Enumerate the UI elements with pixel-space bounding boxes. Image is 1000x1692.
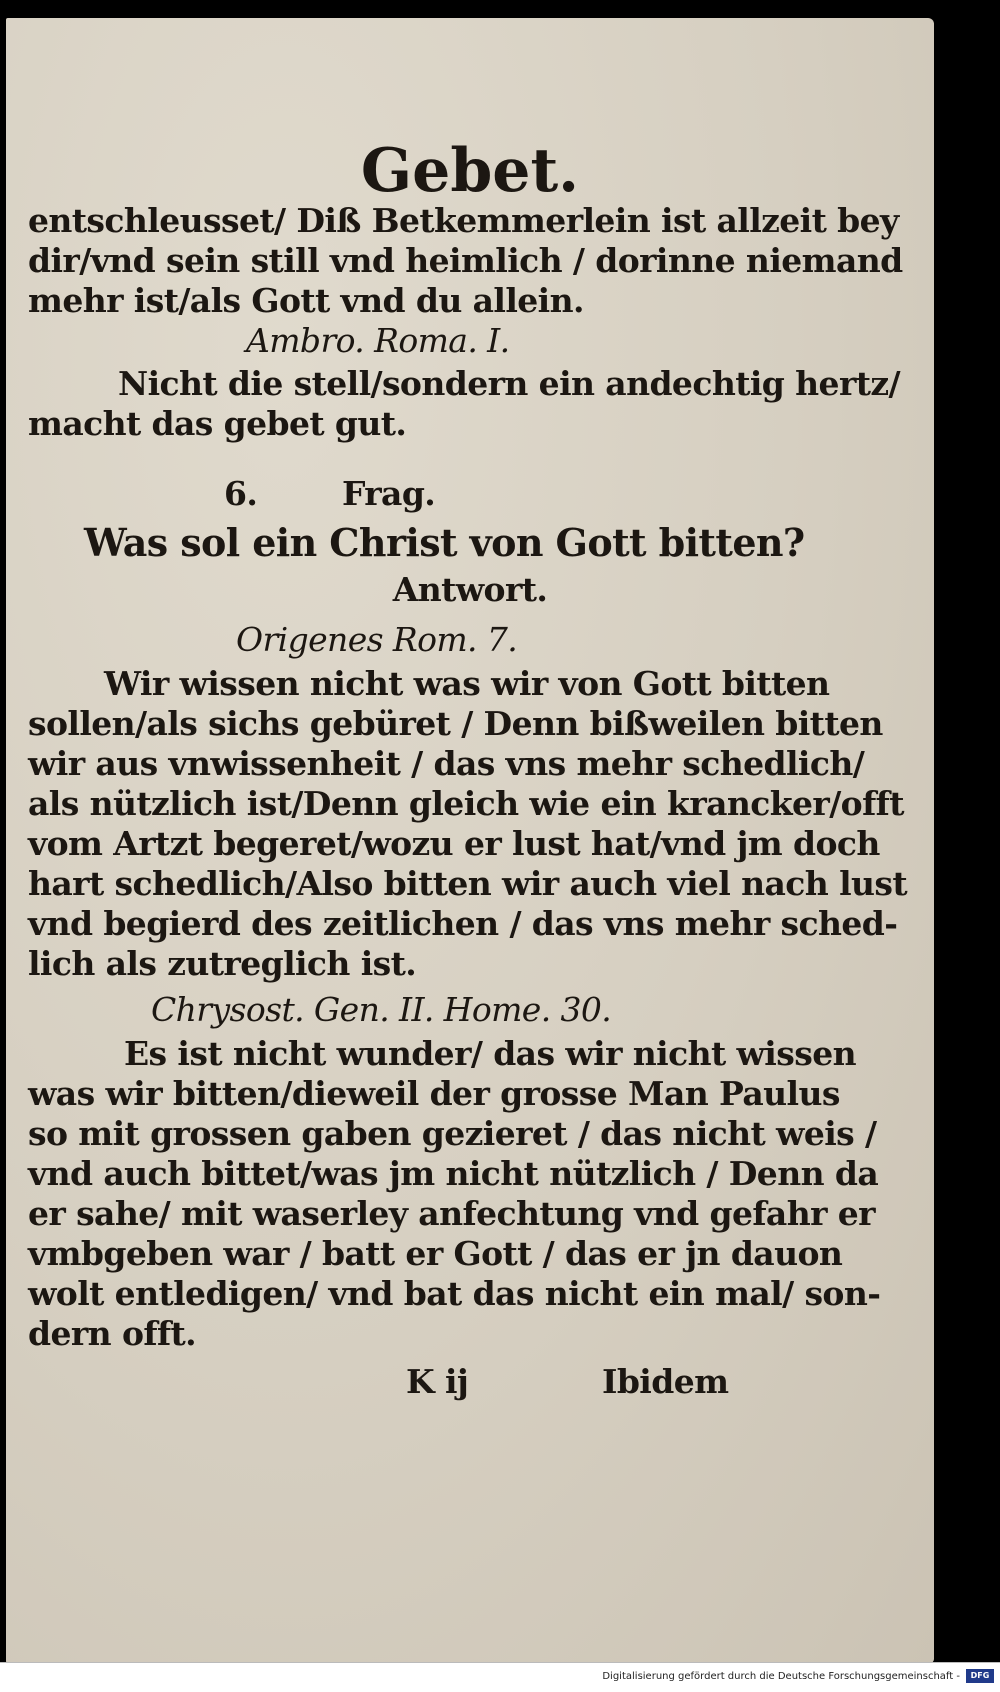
text-line: lich als zutreglich ist. <box>28 944 417 983</box>
question-number: 6. <box>224 474 258 513</box>
text-line: entschleusset/ Diß Betkemmerlein ist allzeit bey <box>28 201 899 240</box>
citation: Chrysost. Gen. II. Home. 30. <box>151 990 612 1029</box>
citation: Ambro. Roma. I. <box>246 321 510 360</box>
text-line: vnd auch bittet/was jm nicht nützlich / Denn da <box>28 1154 879 1193</box>
footer-bar <box>0 1662 1000 1692</box>
citation: Origenes Rom. 7. <box>236 620 518 659</box>
dfg-logo: DFG <box>966 1669 994 1683</box>
text-line: dir/vnd sein still vnd heimlich / dorinne niemand <box>28 241 903 280</box>
text-line: Wir wissen nicht was wir von Gott bitten <box>104 664 830 703</box>
text-line: er sahe/ mit waserley anfechtung vnd gefahr er <box>28 1194 875 1233</box>
text-line: mehr ist/als Gott vnd du allein. <box>28 281 584 320</box>
page-header-title: Gebet. <box>360 136 580 206</box>
text-line: vmbgeben war / batt er Gott / das er jn dauon <box>28 1234 843 1273</box>
text-line: Es ist nicht wunder/ das wir nicht wissen <box>124 1034 856 1073</box>
text-line: vom Artzt begeret/wozu er lust hat/vnd jm doch <box>28 824 880 863</box>
text-line: vnd begierd des zeitlichen / das vns mehr sched- <box>28 904 898 943</box>
question-heading: Was sol ein Christ von Gott bitten? <box>84 520 805 565</box>
text-line: wolt entledigen/ vnd bat das nicht ein mal/ son- <box>28 1274 881 1313</box>
text-line: als nützlich ist/Denn gleich wie ein krancker/offt <box>28 784 904 823</box>
question-label: Frag. <box>342 474 436 513</box>
footer-credit: Digitalisierung gefördert durch die Deutsche Forschungsgemeinschaft - <box>602 1671 960 1682</box>
text-line: Nicht die stell/sondern ein andechtig hertz/ <box>118 364 900 403</box>
answer-label: Antwort. <box>392 570 548 609</box>
text-line: dern offt. <box>28 1314 197 1353</box>
text-line: so mit grossen gaben gezieret / das nicht weis / <box>28 1114 877 1153</box>
text-line: was wir bitten/dieweil der grosse Man Paulus <box>28 1074 840 1113</box>
catchword: Ibidem <box>602 1362 729 1401</box>
text-line: macht das gebet gut. <box>28 404 407 443</box>
text-line: sollen/als sichs gebüret / Denn bißweilen bitten <box>28 704 883 743</box>
signature-mark: K ij <box>406 1362 469 1401</box>
text-line: wir aus vnwissenheit / das vns mehr schedlich/ <box>28 744 865 783</box>
text-line: hart schedlich/Also bitten wir auch viel nach lust <box>28 864 908 903</box>
book-page <box>6 18 934 1663</box>
